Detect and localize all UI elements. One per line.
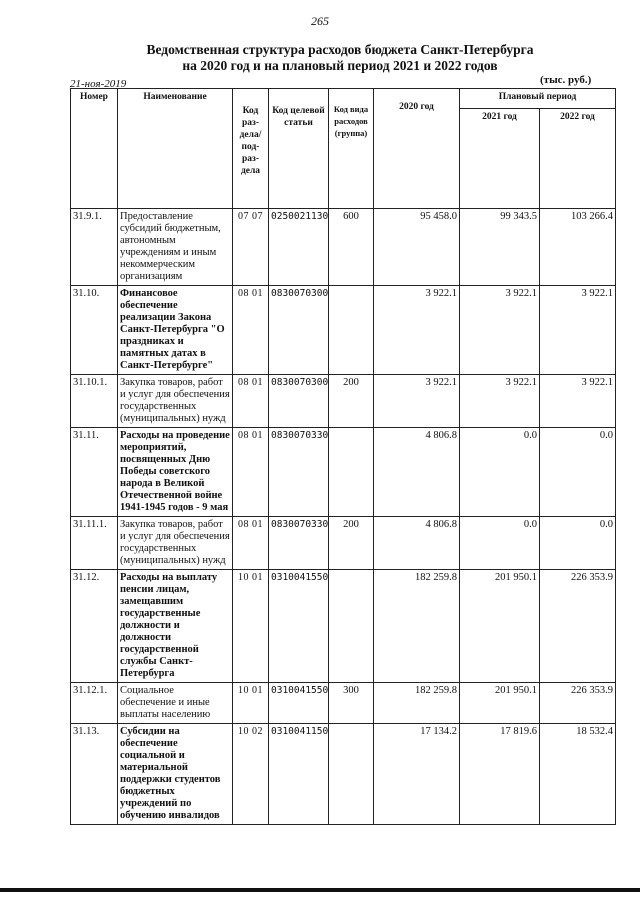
row-number: 31.9.1. xyxy=(71,209,118,286)
row-target-code: 0250021130 xyxy=(269,209,329,286)
row-value-2020: 182 259.8 xyxy=(374,570,460,683)
row-value-2021: 0.0 xyxy=(460,517,540,570)
row-type-code: 200 xyxy=(329,517,374,570)
row-section-code: 08 01 xyxy=(233,517,269,570)
header-type-code: Код вида расходов (группа) xyxy=(329,89,374,209)
budget-table xyxy=(70,88,616,825)
row-name: Социальное обеспечение и иные выплаты населению xyxy=(118,683,233,724)
row-section-code: 07 07 xyxy=(233,209,269,286)
header-section-code: Код раз-дела/ под-раз-дела xyxy=(233,89,269,209)
row-section-code: 08 01 xyxy=(233,428,269,517)
currency-unit: (тыс. руб.) xyxy=(540,74,592,86)
row-value-2021: 3 922.1 xyxy=(460,286,540,375)
row-number: 31.13. xyxy=(71,724,118,825)
row-target-code: 0830070300 xyxy=(269,286,329,375)
row-target-code: 0310041550 xyxy=(269,570,329,683)
row-number: 31.10.1. xyxy=(71,375,118,428)
table-row xyxy=(71,517,616,570)
table-row xyxy=(71,209,616,286)
row-section-code: 10 01 xyxy=(233,570,269,683)
header-number: Номер xyxy=(71,89,118,209)
table-row xyxy=(71,375,616,428)
table-row xyxy=(71,570,616,683)
table-row xyxy=(71,428,616,517)
row-section-code: 10 02 xyxy=(233,724,269,825)
document-date: 21-ноя-2019 xyxy=(70,78,127,90)
row-type-code: 600 xyxy=(329,209,374,286)
row-target-code: 0310041150 xyxy=(269,724,329,825)
header-name: Наименование xyxy=(118,89,233,209)
row-value-2020: 182 259.8 xyxy=(374,683,460,724)
row-value-2020: 4 806.8 xyxy=(374,428,460,517)
row-type-code xyxy=(329,286,374,375)
table-row xyxy=(71,683,616,724)
row-type-code xyxy=(329,570,374,683)
row-section-code: 10 01 xyxy=(233,683,269,724)
row-number: 31.11. xyxy=(71,428,118,517)
row-value-2020: 3 922.1 xyxy=(374,286,460,375)
row-type-code: 200 xyxy=(329,375,374,428)
row-type-code: 300 xyxy=(329,683,374,724)
row-value-2021: 99 343.5 xyxy=(460,209,540,286)
row-name: Финансовое обеспечение реализации Закона Санкт-Петербурга "О праздниках и памятных датах в Санкт-Петербурге" xyxy=(118,286,233,375)
row-name: Расходы на выплату пенсии лицам, замещавшим государственные должности и должности государственной службы Санкт-Петербурга xyxy=(118,570,233,683)
bottom-rule xyxy=(0,888,640,892)
row-value-2022: 103 266.4 xyxy=(540,209,616,286)
row-value-2021: 201 950.1 xyxy=(460,570,540,683)
row-name: Предоставление субсидий бюджетным, автономным учреждениям и иным некоммерческим организациям xyxy=(118,209,233,286)
table-row xyxy=(71,724,616,825)
row-target-code: 0830070330 xyxy=(269,428,329,517)
row-target-code: 0830070300 xyxy=(269,375,329,428)
row-name: Закупка товаров, работ и услуг для обеспечения государственных (муниципальных) нужд xyxy=(118,375,233,428)
row-value-2021: 17 819.6 xyxy=(460,724,540,825)
header-2021: 2021 год xyxy=(460,109,540,209)
row-value-2021: 0.0 xyxy=(460,428,540,517)
header-2020: 2020 год xyxy=(374,89,460,209)
row-value-2022: 3 922.1 xyxy=(540,375,616,428)
row-type-code xyxy=(329,428,374,517)
row-value-2022: 0.0 xyxy=(540,517,616,570)
row-name: Субсидии на обеспечение социальной и материальной поддержки студентов бюджетных учреждений по обучению инвалидов xyxy=(118,724,233,825)
row-value-2020: 17 134.2 xyxy=(374,724,460,825)
row-value-2022: 0.0 xyxy=(540,428,616,517)
row-value-2022: 226 353.9 xyxy=(540,570,616,683)
row-number: 31.12.1. xyxy=(71,683,118,724)
row-type-code xyxy=(329,724,374,825)
row-value-2021: 201 950.1 xyxy=(460,683,540,724)
row-section-code: 08 01 xyxy=(233,286,269,375)
header-plan-period: Плановый период xyxy=(460,89,616,109)
header-target-code: Код целевой статьи xyxy=(269,89,329,209)
row-value-2020: 3 922.1 xyxy=(374,375,460,428)
row-name: Закупка товаров, работ и услуг для обеспечения государственных (муниципальных) нужд xyxy=(118,517,233,570)
row-section-code: 08 01 xyxy=(233,375,269,428)
title-line-1: Ведомственная структура расходов бюджета Санкт-Петербурга xyxy=(146,42,534,57)
page-number: 265 xyxy=(311,14,329,28)
row-number: 31.12. xyxy=(71,570,118,683)
budget-rows xyxy=(71,209,616,825)
row-number: 31.10. xyxy=(71,286,118,375)
row-value-2022: 226 353.9 xyxy=(540,683,616,724)
title-line-2: на 2020 год и на плановый период 2021 и 2022 годов xyxy=(182,58,498,73)
header-2022: 2022 год xyxy=(540,109,616,209)
table-row xyxy=(71,286,616,375)
row-value-2020: 95 458.0 xyxy=(374,209,460,286)
row-value-2021: 3 922.1 xyxy=(460,375,540,428)
row-target-code: 0830070330 xyxy=(269,517,329,570)
row-value-2020: 4 806.8 xyxy=(374,517,460,570)
row-value-2022: 18 532.4 xyxy=(540,724,616,825)
row-value-2022: 3 922.1 xyxy=(540,286,616,375)
row-target-code: 0310041550 xyxy=(269,683,329,724)
row-name: Расходы на проведение мероприятий, посвященных Дню Победы советского народа в Великой Отечественной войне 1941-1945 годов - 9 мая xyxy=(118,428,233,517)
row-number: 31.11.1. xyxy=(71,517,118,570)
document-title xyxy=(60,42,620,74)
